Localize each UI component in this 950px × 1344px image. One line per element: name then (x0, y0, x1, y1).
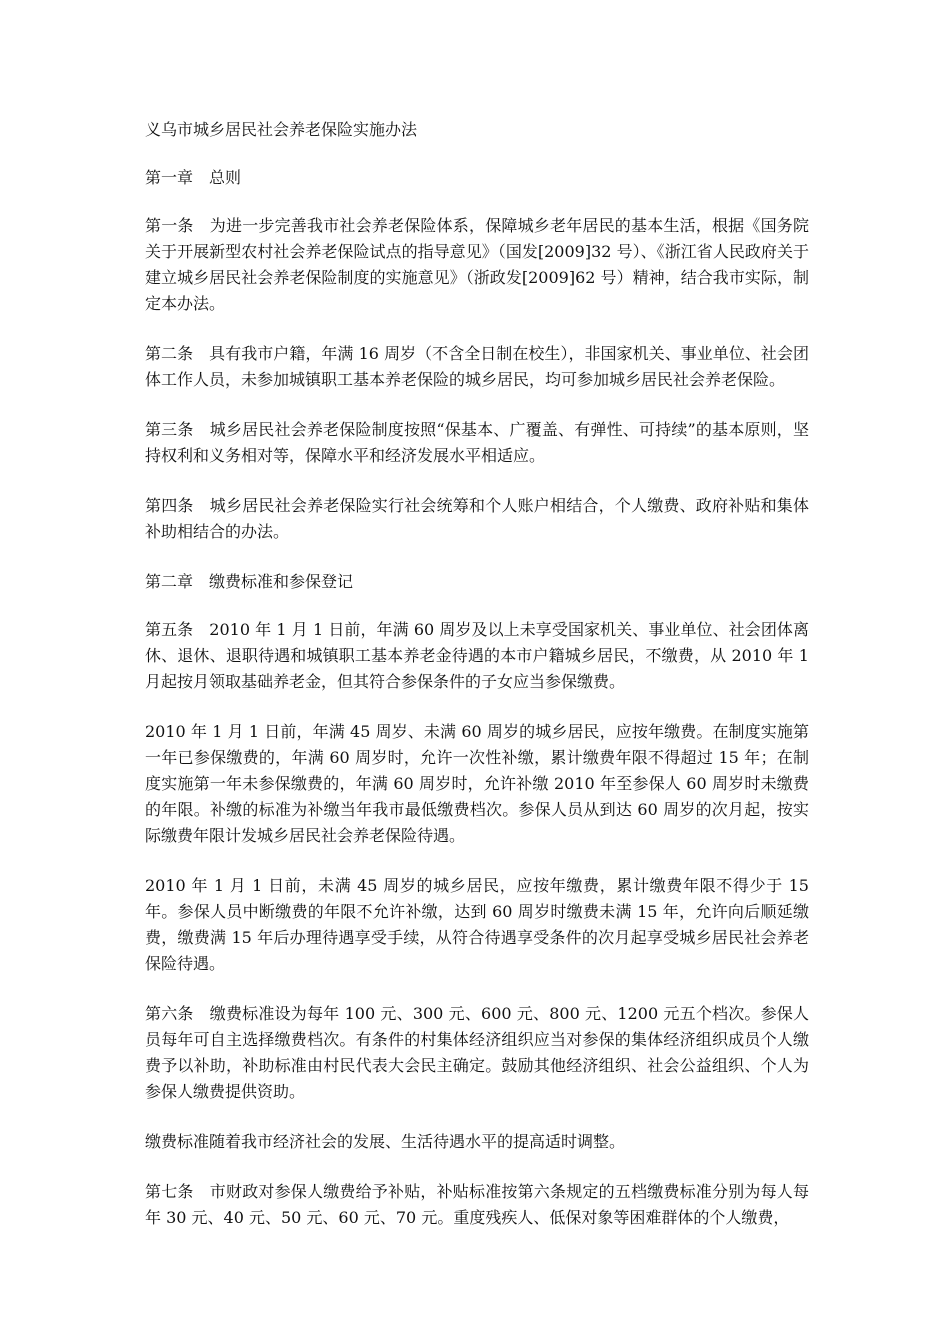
chapter-heading: 第二章 缴费标准和参保登记 (145, 572, 354, 591)
article-paragraph: 2010 年 1 月 1 日前，年满 45 周岁、未满 60 周岁的城乡居民，应按年缴费。在制度实施第一年已参保缴费的，年满 60 周岁时，允许一次性补缴，累计缴费年限不得超过 15 年；在制度实施第一年未参保缴费的，年满 60 周岁时，允许补缴 2010 年至参保人 60 周岁时未缴费的年限。补缴的标准为补缴当年我市最低缴费档次。参保人员从到达 60 周岁的次月起，按实际缴费年限计发城乡居民社会养老保险待遇。 (145, 722, 809, 845)
article-paragraph: 缴费标准随着我市经济社会的发展、生活待遇水平的提高适时调整。 (145, 1132, 626, 1151)
article-paragraph: 第六条 缴费标准设为每年 100 元、300 元、600 元、800 元、1200 元五个档次。参保人员每年可自主选择缴费档次。有条件的村集体经济组织应当对参保的集体经济组织成员个人缴费予以补助，补助标准由村民代表大会民主确定。鼓励其他经济组织、社会公益组织、个人为参保人缴费提供资助。 (145, 1004, 809, 1101)
chapter-heading: 第一章 总则 (145, 168, 242, 187)
article-paragraph: 第三条 城乡居民社会养老保险制度按照“保基本、广覆盖、有弹性、可持续”的基本原则，坚持权利和义务相对等，保障水平和经济发展水平相适应。 (145, 420, 809, 465)
article-paragraph: 第五条 2010 年 1 月 1 日前，年满 60 周岁及以上未享受国家机关、事业单位、社会团体离休、退休、退职待遇和城镇职工基本养老金待遇的本市户籍城乡居民，不缴费，从 2010 年 1 月起按月领取基础养老金，但其符合参保条件的子女应当参保缴费。 (145, 620, 809, 691)
document-body (145, 117, 809, 1255)
article-paragraph: 第一条 为进一步完善我市社会养老保险体系，保障城乡老年居民的基本生活，根据《国务院关于开展新型农村社会养老保险试点的指导意见》（国发[2009]32 号）、《浙江省人民政府关于建立城乡居民社会养老保险制度的实施意见》（浙政发[2009]62 号）精神，结合我市实际，制定本办法。 (145, 216, 809, 313)
article-paragraph: 第四条 城乡居民社会养老保险实行社会统筹和个人账户相结合，个人缴费、政府补贴和集体补助相结合的办法。 (145, 496, 809, 541)
document-title: 义乌市城乡居民社会养老保险实施办法 (145, 120, 418, 139)
article-paragraph: 第二条 具有我市户籍，年满 16 周岁（不含全日制在校生），非国家机关、事业单位、社会团体工作人员，未参加城镇职工基本养老保险的城乡居民，均可参加城乡居民社会养老保险。 (145, 344, 809, 389)
article-paragraph: 第七条 市财政对参保人缴费给予补贴，补贴标准按第六条规定的五档缴费标准分别为每人每年 30 元、40 元、50 元、60 元、70 元。重度残疾人、低保对象等困难群体的个人缴费， (145, 1182, 809, 1227)
article-paragraph: 2010 年 1 月 1 日前，未满 45 周岁的城乡居民，应按年缴费，累计缴费年限不得少于 15 年。参保人员中断缴费的年限不允许补缴，达到 60 周岁时缴费未满 15 年，允许向后顺延缴费，缴费满 15 年后办理待遇享受手续，从符合待遇享受条件的次月起享受城乡居民社会养老保险待遇。 (145, 876, 809, 973)
